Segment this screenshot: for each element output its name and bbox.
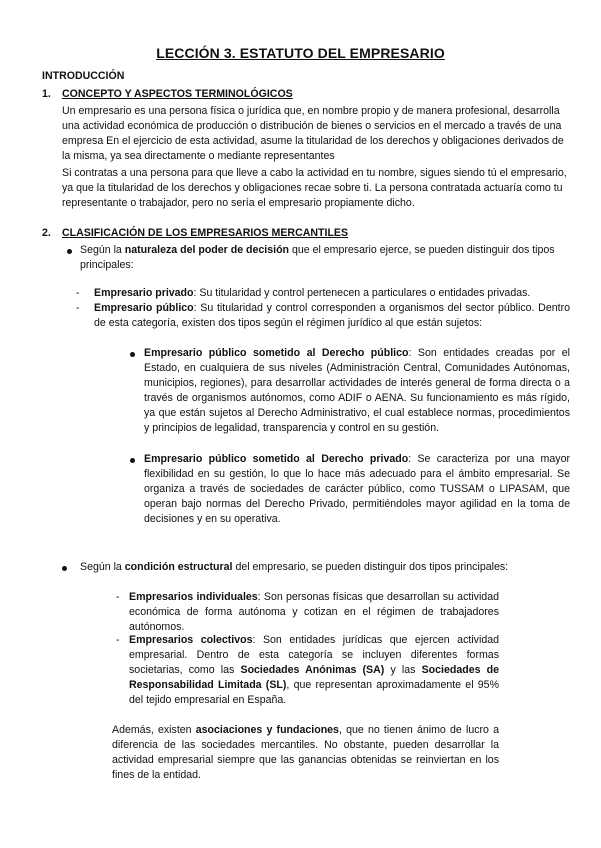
privado-text: : Su titularidad y control pertenecen a particulares o entidades privadas.: [193, 287, 531, 299]
ademas-pre: Además, existen: [112, 724, 196, 736]
bullet2-pre: Según la: [80, 561, 125, 573]
colectivos-sl: Sociedades de Responsabilidad Limitada (SL): [129, 664, 500, 691]
colectivos-text2: y las: [384, 664, 422, 676]
bullet-dot: [130, 352, 135, 357]
item-empresario-privado: [94, 286, 570, 301]
section1-paragraph-2: Si contratas a una persona para que lleve a cabo la actividad en tu nombre, sigues siendo tú el empresario, ya que la titularidad de los derechos y obligaciones recae sobre ti. La persona contratada actuaría como tu representante o trabajador, pero no sería el empresario propiamente dicho.: [62, 167, 567, 209]
bullet-condicion-estructural: [80, 560, 536, 575]
individuales-text: : Son personas físicas que desarrollan su actividad económica de forma autónoma y cotizan en el régimen de trabajadores autónomos.: [129, 591, 499, 633]
bullet-dot: [67, 249, 72, 254]
section2-number: 2.: [42, 227, 51, 239]
colectivos-bold: Empresarios colectivos: [129, 634, 253, 646]
section1-heading: CONCEPTO Y ASPECTOS TERMINOLÓGICOS: [62, 88, 293, 100]
colectivos-text3: , que representan aproximadamente el 95% del tejido empresarial en España.: [129, 679, 499, 706]
intro-heading: INTRODUCCIÓN: [42, 70, 125, 82]
publico-text: : Su titularidad y control corresponden a organismos del sector público. Dentro de esta categoría, existen dos tipos según el régimen jurídico al que están sujetos:: [94, 302, 570, 329]
dash-marker: -: [76, 302, 80, 314]
colectivos-sa: Sociedades Anónimas (SA): [240, 664, 385, 676]
dash-marker: -: [76, 287, 80, 299]
sub1-bold: Empresario público sometido al Derecho público: [144, 347, 409, 359]
item-empresario-publico: [94, 301, 570, 331]
section2-heading: CLASIFICACIÓN DE LOS EMPRESARIOS MERCANTILES: [62, 227, 349, 239]
bullet2-post: del empresario, se pueden distinguir dos tipos principales:: [232, 561, 509, 573]
sub1-text: : Son entidades creadas por el Estado, en cualquiera de sus niveles (Administración Central, Comunidades Autónomas, municipios, regiones), para desarrollar actividades de interés general de forma directa o a través de organismos autónomos, como ADIF o AENA. Su funcionamiento es más rígido, ya que están sujetos al Derecho Administrativo, el cual establece normas, procedimientos y principios de legalidad, transparencia y control en su gestión.: [144, 347, 570, 434]
bullet1-post: que el empresario ejerce, se pueden distinguir dos tipos principales:: [80, 244, 555, 271]
individuales-bold: Empresarios individuales: [129, 591, 258, 603]
bullet1-bold: naturaleza del poder de decisión: [124, 244, 290, 256]
bullet2-bold: condición estructural: [124, 561, 233, 573]
ademas-bold: asociaciones y fundaciones: [195, 724, 339, 736]
ademas-post: , que no tienen ánimo de lucro a diferencia de las sociedades mercantiles. No obstante, pueden desarrollar la actividad empresarial siempre que las ganancias obtenidas se reinviertan en los fines de la entidad.: [112, 724, 500, 781]
item-empresarios-individuales: [129, 590, 499, 635]
item-empresarios-colectivos: [129, 633, 499, 708]
bullet-dot: [62, 566, 67, 571]
dash-marker: -: [116, 634, 120, 646]
bullet-poder-decision: [80, 243, 570, 273]
section1-paragraph-1: Un empresario es una persona física o jurídica que, en nombre propio y de manera profesional, desarrolla una actividad económica de producción o distribución de bienes o servicios en el mercado a través de una empresa En el ejercicio de esta actividad, asume la titularidad de los derechos y obligaciones derivados de la misma, ya sea directamente o mediante representantes: [62, 105, 564, 162]
dash-marker: -: [116, 591, 120, 603]
section1-number: 1.: [42, 88, 51, 100]
bullet-dot: [130, 458, 135, 463]
page-title: LECCIÓN 3. ESTATUTO DEL EMPRESARIO: [156, 45, 445, 61]
paragraph-asociaciones-fundaciones: [112, 723, 499, 783]
colectivos-text1: : Son entidades jurídicas que ejercen actividad empresarial. Dentro de esta categoría se incluyen diferentes formas societarias, como las: [129, 634, 499, 676]
sub2-text: : Se caracteriza por una mayor flexibilidad en su gestión, lo que lo hace más adecuado para el ámbito empresarial. Se organiza a través de sociedades de carácter público, como TUSSAM o LIPASAM, que operan bajo normas del Derecho Privado, permitiéndoles mayor agilidad en la toma de decisiones y en su operativa.: [144, 453, 570, 525]
bullet1-pre: Según la: [80, 244, 125, 256]
publico-bold: Empresario público: [94, 302, 194, 314]
privado-bold: Empresario privado: [94, 287, 194, 299]
sub2-bold: Empresario público sometido al Derecho privado: [144, 453, 409, 465]
item-publico-derecho-privado: [144, 452, 570, 527]
item-publico-derecho-publico: [144, 346, 570, 436]
